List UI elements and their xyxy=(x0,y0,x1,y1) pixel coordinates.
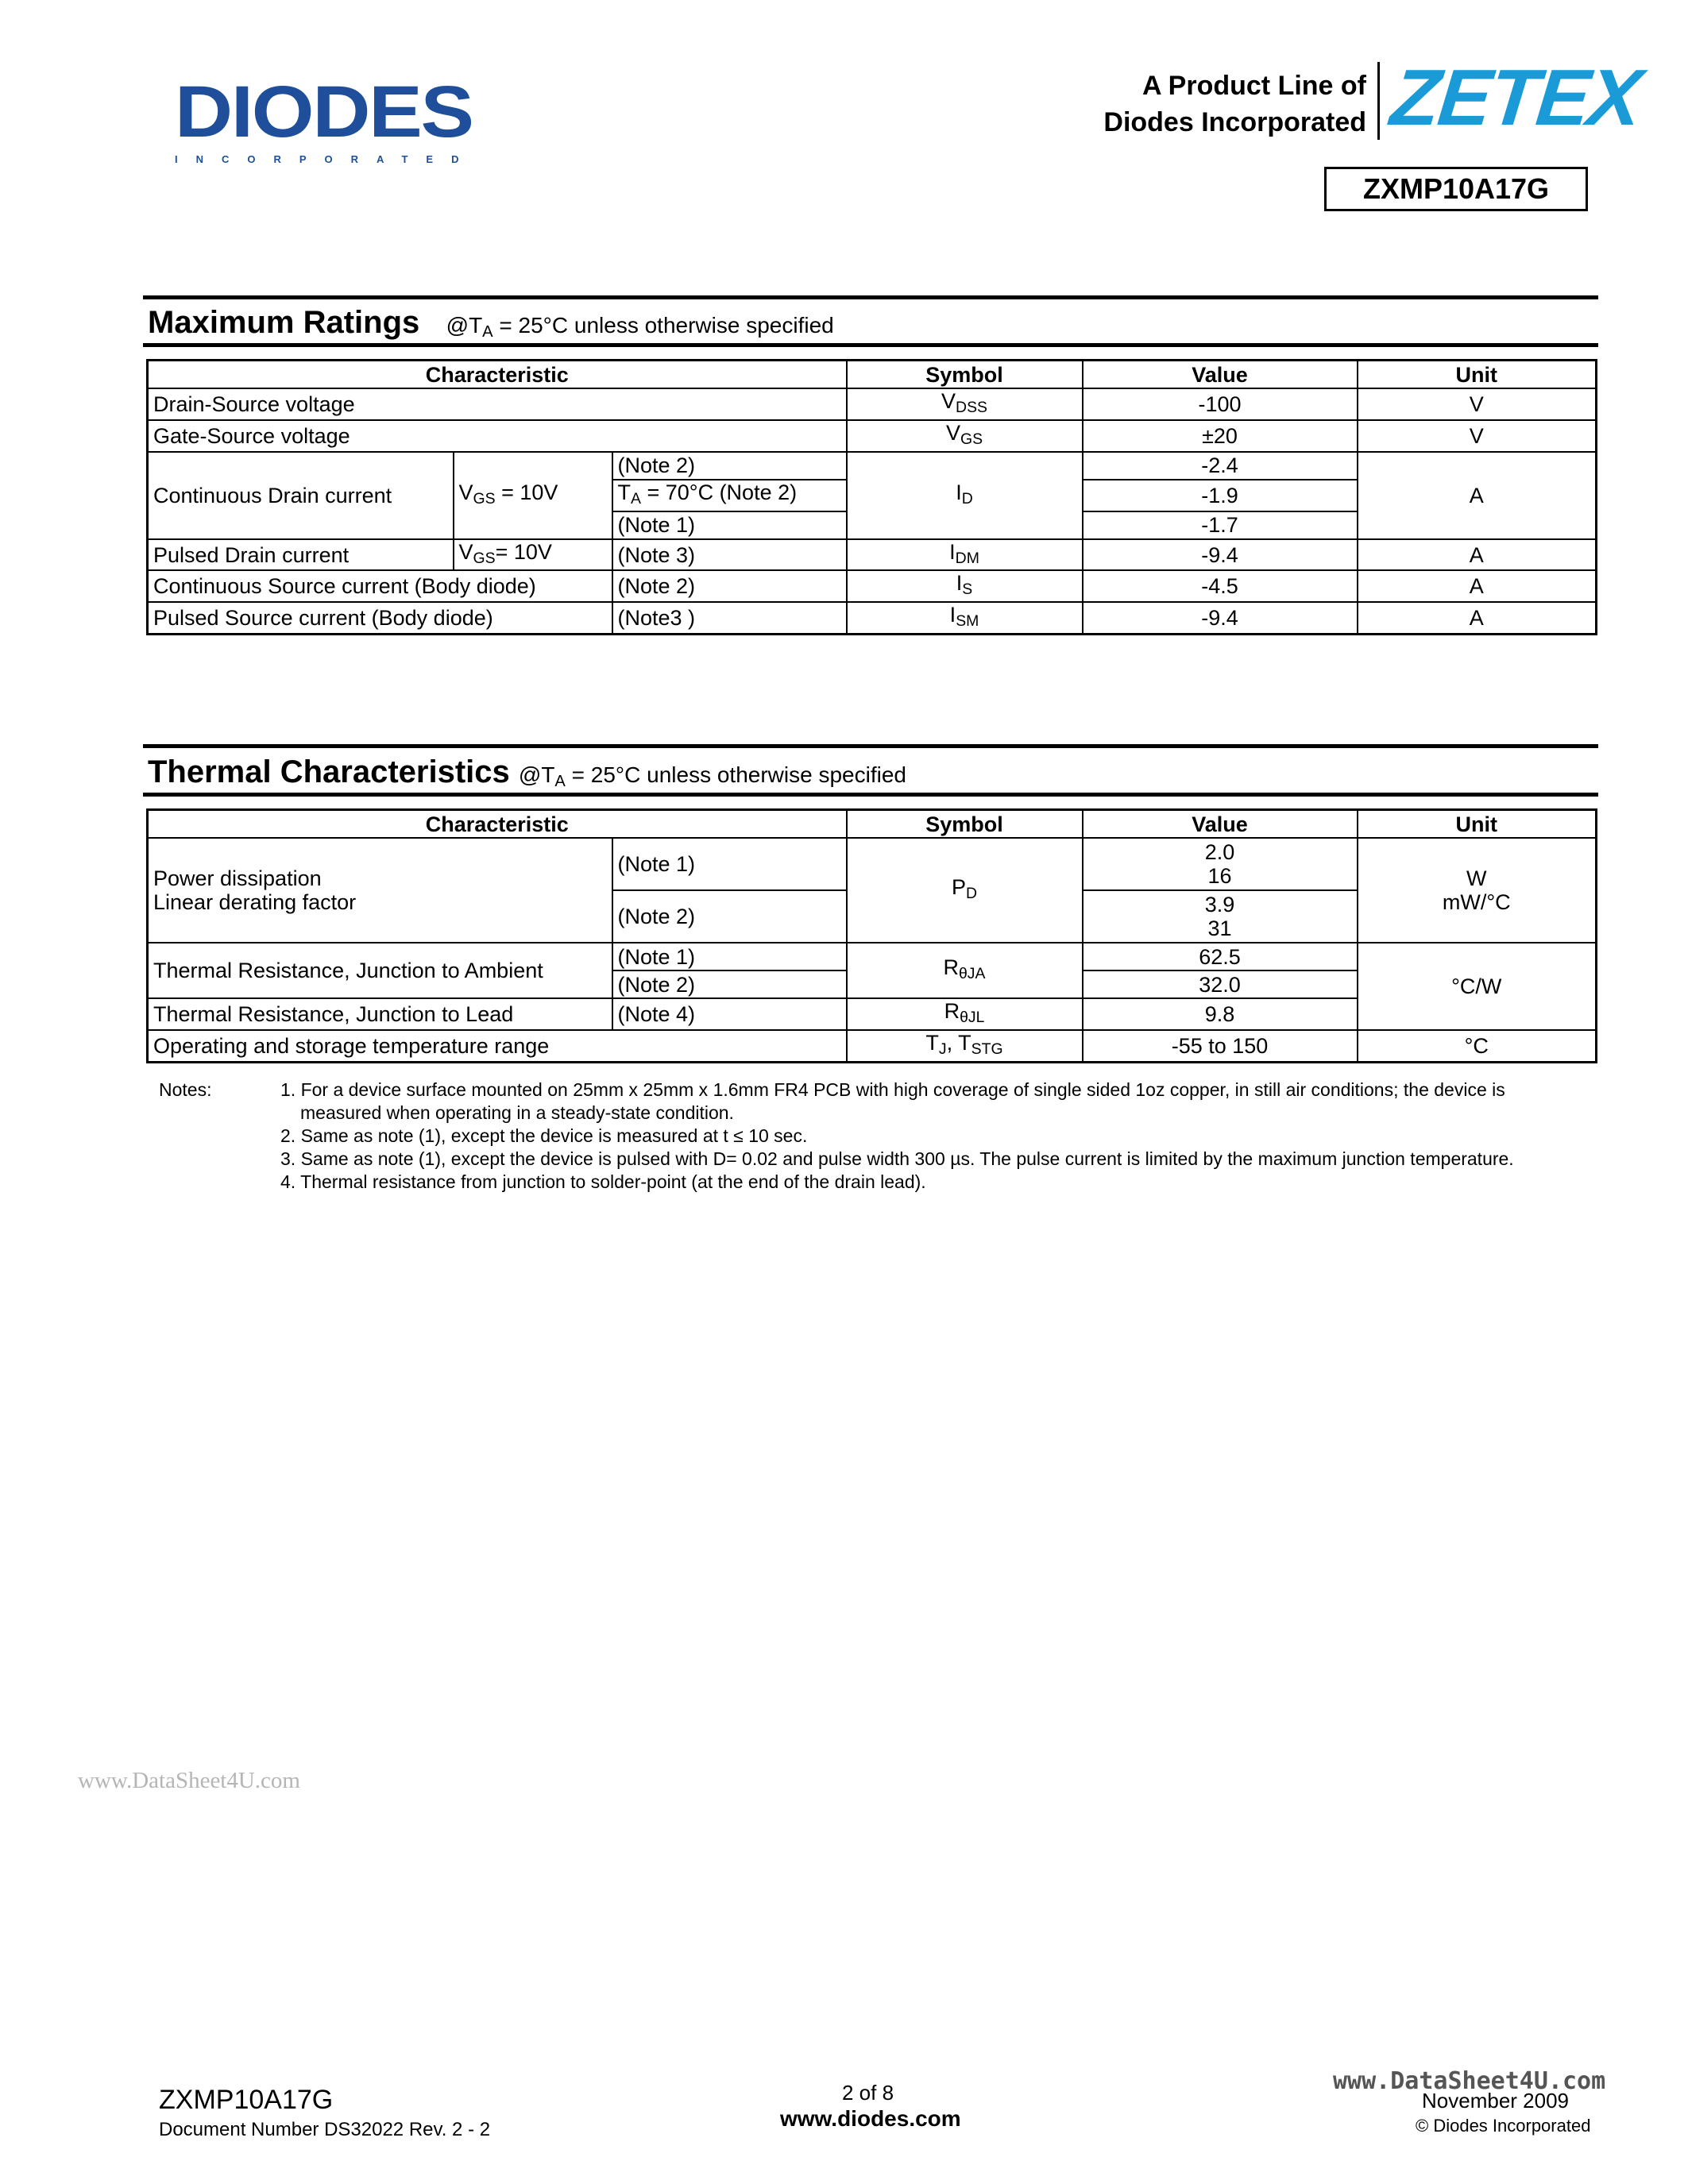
note-item: measured when operating in a steady-state condition. xyxy=(300,1102,734,1123)
footer-website-link[interactable]: www.diodes.com xyxy=(780,2106,961,2131)
footer-date: November 2009 xyxy=(1422,2089,1569,2113)
part-number-box: ZXMP10A17G xyxy=(1324,167,1588,211)
product-line-1: A Product Line of xyxy=(1141,71,1366,101)
col-unit: Unit xyxy=(1358,810,1597,839)
col-symbol: Symbol xyxy=(847,810,1083,839)
notes-label: Notes: xyxy=(159,1079,212,1100)
zetex-logo: ZETEX xyxy=(1387,53,1645,142)
table-row: Gate-Source voltage $V_{GS}$ ±20 V xyxy=(148,420,1597,452)
max-ratings-top-rule xyxy=(143,295,1598,299)
table-row: Thermal Resistance, Junction to Lead (Note 4) $R_{\theta JL}$ 9.8 xyxy=(148,998,1597,1030)
col-characteristic: Characteristic xyxy=(148,361,847,389)
thermal-table xyxy=(146,808,1597,1063)
note-item: 2. Same as note (1), except the device is measured at t ≤ 10 sec. xyxy=(280,1125,808,1146)
max-ratings-title xyxy=(148,305,834,341)
table-row: (Note 2) 3.9 31 xyxy=(148,890,1597,943)
product-line-2: Diodes Incorporated xyxy=(1103,107,1366,137)
table-row: Pulsed Source current (Body diode) (Note3 ) $I_{SM}$ -9.4 A xyxy=(148,602,1597,634)
diodes-logo-wordmark: DIODES xyxy=(175,71,473,152)
thermal-bottom-rule xyxy=(143,793,1598,797)
table-row: (Note 2) 32.0 xyxy=(148,970,1597,998)
note-item: 3. Same as note (1), except the device is pulsed with D= 0.02 and pulse width 300 µs. The pulse current is limited by the maximum junction temperature. xyxy=(280,1148,1514,1169)
note-item: 1. For a device surface mounted on 25mm x 25mm x 1.6mm FR4 PCB with high coverage of single sided 1oz copper, in still air conditions; the device is xyxy=(280,1079,1505,1100)
thermal-top-rule xyxy=(143,744,1598,748)
table-row: (Note 1) -1.7 xyxy=(148,511,1597,539)
header-divider xyxy=(1377,62,1380,140)
footer-page-number: 2 of 8 xyxy=(842,2081,894,2105)
col-unit: Unit xyxy=(1358,361,1597,389)
notes-list xyxy=(280,1078,1688,1194)
table-row: Drain-Source voltage $V_{DSS}$ -100 V xyxy=(148,388,1597,420)
table-header-row xyxy=(148,810,1597,839)
col-value: Value xyxy=(1083,361,1358,389)
table-row: Power dissipation Linear derating factor (Note 1) $P_D$ 2.0 16 W mW/°C xyxy=(148,838,1597,890)
thermal-heading: Thermal Characteristics xyxy=(148,754,510,789)
max-ratings-table xyxy=(146,359,1597,635)
note-item: 4. Thermal resistance from junction to solder-point (at the end of the drain lead). xyxy=(280,1171,926,1192)
table-row: Continuous Source current (Body diode) (Note 2) $I_S$ -4.5 A xyxy=(148,570,1597,602)
footer-copyright: © Diodes Incorporated xyxy=(1416,2116,1591,2136)
diodes-logo xyxy=(175,71,477,165)
table-row: Thermal Resistance, Junction to Ambient (Note 1) $R_{\theta JA}$ 62.5 °C/W xyxy=(148,943,1597,970)
max-ratings-bottom-rule xyxy=(143,343,1598,347)
col-characteristic: Characteristic xyxy=(148,810,847,839)
table-header-row xyxy=(148,361,1597,389)
watermark-right: www.DataSheet4U.com xyxy=(1333,2067,1606,2095)
footer-part-number: ZXMP10A17G xyxy=(159,2085,334,2115)
max-ratings-condition: $@T_A = 25^\circ C$ unless otherwise specified xyxy=(446,313,834,341)
product-line xyxy=(1103,68,1366,141)
watermark-left: www.DataSheet4U.com xyxy=(78,1768,300,1793)
footer-document-number: Document Number DS32022 Rev. 2 - 2 xyxy=(159,2119,491,2140)
diodes-logo-subtext: INCORPORATED xyxy=(175,153,477,165)
thermal-condition: $@T_A = 25^\circ C$ unless otherwise specified xyxy=(518,762,906,791)
table-row: Continuous Drain current $V_{GS} = 10V$ (Note 2) $I_D$ -2.4 A xyxy=(148,452,1597,480)
max-ratings-heading: Maximum Ratings xyxy=(148,305,420,340)
table-row: Pulsed Drain current $V_{GS}= 10V$ (Note 3) $I_{DM}$ -9.4 A xyxy=(148,539,1597,571)
col-symbol: Symbol xyxy=(847,361,1083,389)
col-value: Value xyxy=(1083,810,1358,839)
table-row: Operating and storage temperature range $T_J$, $T_{STG}$ -55 to 150 °C xyxy=(148,1030,1597,1062)
table-row: $T_A = 70^\circ C$ (Note 2) -1.9 xyxy=(148,480,1597,511)
thermal-title xyxy=(148,754,906,791)
